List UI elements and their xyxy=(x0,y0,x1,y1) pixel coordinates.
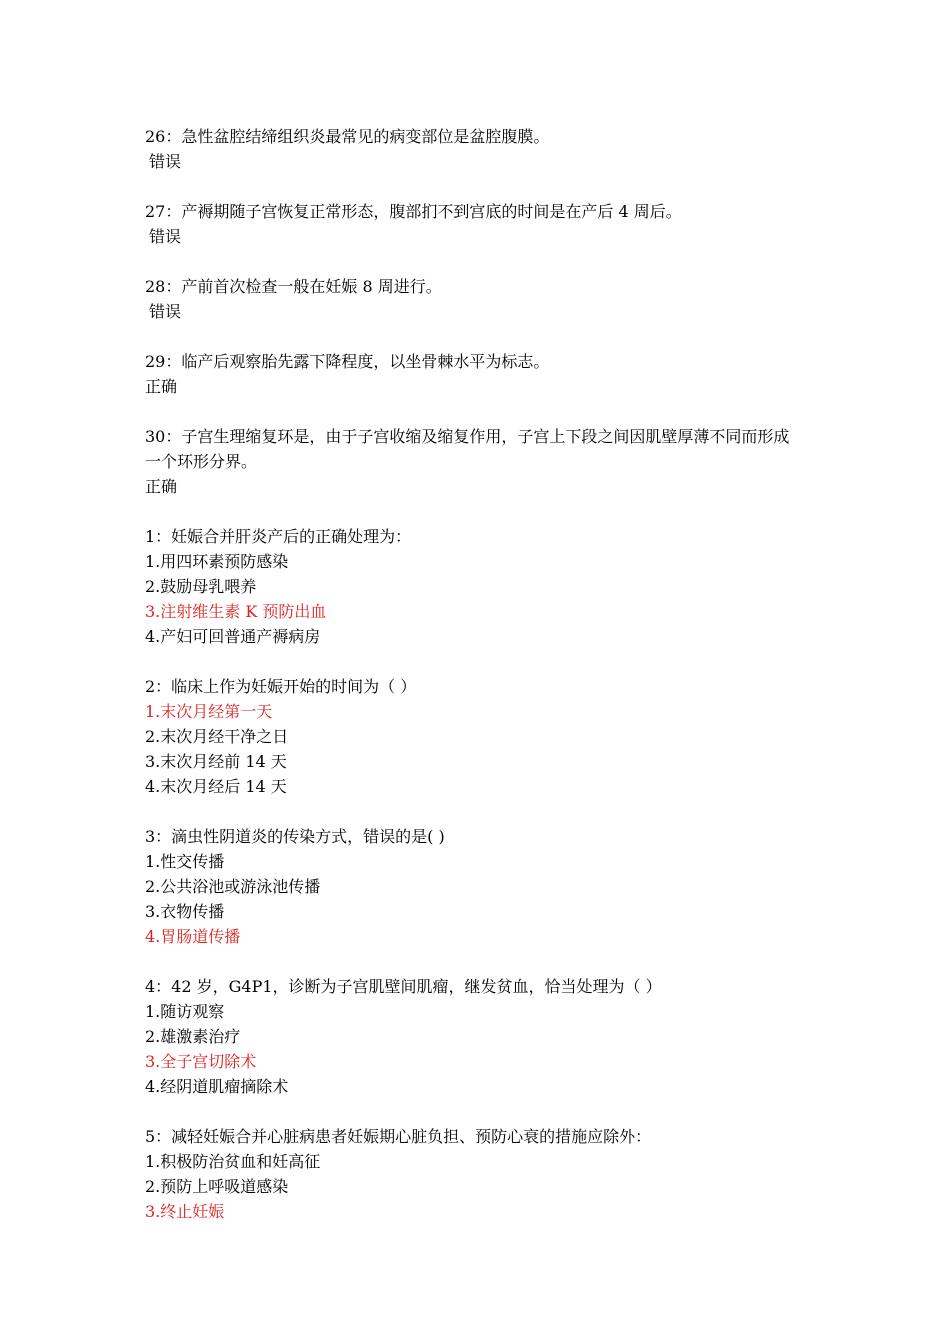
choice-3-option-4-correct: 4.胃肠道传播 xyxy=(145,927,241,946)
document-page xyxy=(145,124,825,1224)
choice-2-option-2: 2.末次月经干净之日 xyxy=(145,727,289,746)
answer-30: 正确 xyxy=(145,477,178,496)
choice-question-5: 5：减轻妊娠合并心脏病患者妊娠期心脏负担、预防心衰的措施应除外： xyxy=(145,1127,652,1146)
answer-28: 错误 xyxy=(149,302,182,321)
question-26: 26：急性盆腔结缔组织炎最常见的病变部位是盆腔腹膜。 xyxy=(145,127,550,146)
question-30-line2: 一个环形分界。 xyxy=(145,452,258,471)
question-27: 27：产褥期随子宫恢复正常形态，腹部扪不到宫底的时间是在产后 4 周后。 xyxy=(145,202,682,221)
answer-27: 错误 xyxy=(149,227,182,246)
choice-5-option-2: 2.预防上呼吸道感染 xyxy=(145,1177,289,1196)
answer-29: 正确 xyxy=(145,377,178,396)
choice-question-1: 1：妊娠合并肝炎产后的正确处理为： xyxy=(145,527,412,546)
choice-question-4: 4：42 岁，G4P1，诊断为子宫肌壁间肌瘤，继发贫血，恰当处理为（ ） xyxy=(145,977,662,996)
choice-5-option-3-correct: 3.终止妊娠 xyxy=(145,1202,225,1221)
choice-1-option-1: 1.用四环素预防感染 xyxy=(145,552,289,571)
choice-5-option-1: 1.积极防治贫血和妊高征 xyxy=(145,1152,321,1171)
question-30-line1: 30：子宫生理缩复环是，由于子宫收缩及缩复作用，子宫上下段之间因肌壁厚薄不同而形成 xyxy=(145,427,790,446)
choice-3-option-3: 3.衣物传播 xyxy=(145,902,225,921)
choice-3-option-2: 2.公共浴池或游泳池传播 xyxy=(145,877,321,896)
choice-2-option-1-correct: 1.末次月经第一天 xyxy=(145,702,273,721)
choice-1-option-3-correct: 3.注射维生素 K 预防出血 xyxy=(145,602,327,621)
choice-4-option-1: 1.随访观察 xyxy=(145,1002,225,1021)
question-29: 29：临产后观察胎先露下降程度，以坐骨棘水平为标志。 xyxy=(145,352,550,371)
choice-question-2: 2：临床上作为妊娠开始的时间为（ ） xyxy=(145,677,417,696)
choice-4-option-2: 2.雄激素治疗 xyxy=(145,1027,241,1046)
question-28: 28：产前首次检查一般在妊娠 8 周进行。 xyxy=(145,277,442,296)
choice-3-option-1: 1.性交传播 xyxy=(145,852,225,871)
choice-2-option-4: 4.末次月经后 14 天 xyxy=(145,777,287,796)
choice-4-option-3-correct: 3.全子宫切除术 xyxy=(145,1052,257,1071)
choice-question-3: 3：滴虫性阴道炎的传染方式，错误的是( ) xyxy=(145,827,445,846)
choice-1-option-4: 4.产妇可回普通产褥病房 xyxy=(145,627,321,646)
choice-1-option-2: 2.鼓励母乳喂养 xyxy=(145,577,257,596)
choice-2-option-3: 3.末次月经前 14 天 xyxy=(145,752,287,771)
choice-4-option-4: 4.经阴道肌瘤摘除术 xyxy=(145,1077,289,1096)
answer-26: 错误 xyxy=(149,152,182,171)
